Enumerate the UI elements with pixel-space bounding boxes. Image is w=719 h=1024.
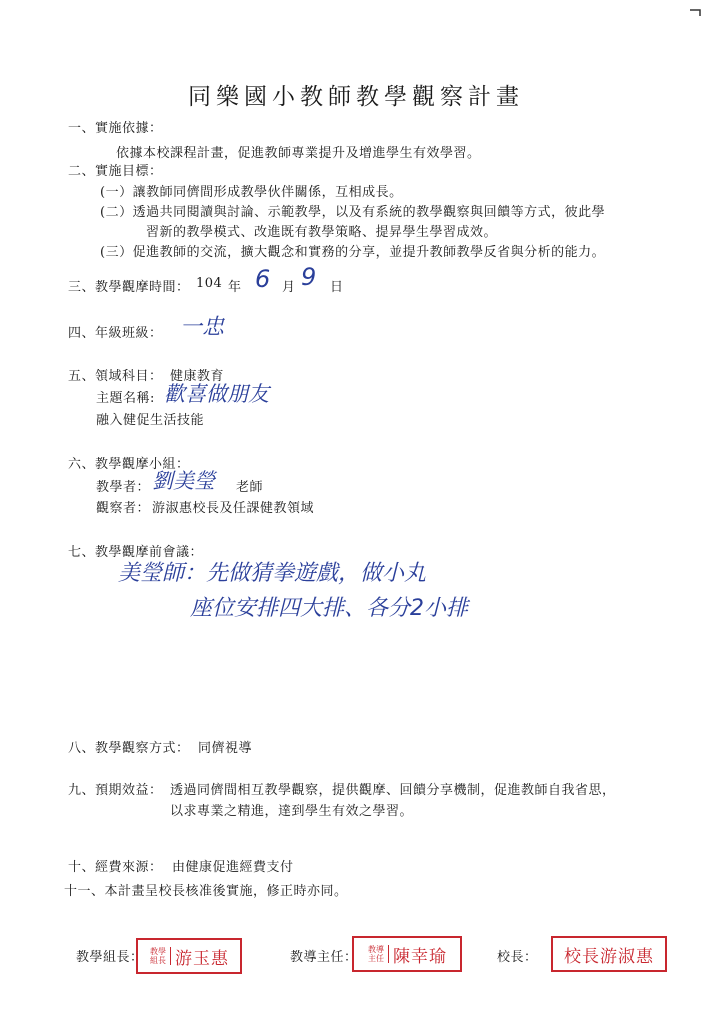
- meeting-note-1: 美瑩師：先做猜拳遊戲，做小丸: [118, 561, 427, 586]
- goal-item-2: (二）透過共同閱讀與討論、示範教學，以及有系統的教學觀察與回饋等方式，彼此學: [100, 205, 606, 220]
- benefit-line-1: 透過同儕間相互教學觀察，提供觀摩、回饋分享機制，促進教師自我省思，: [170, 783, 616, 798]
- benefit-line-2: 以求專業之精進，達到學生有效之學習。: [170, 804, 414, 819]
- funding-value: 由健康促進經費支付: [172, 860, 294, 875]
- document-title: 同樂國小教師教學觀察計畫: [188, 84, 524, 110]
- signature-label-section-chief: 教學組長：: [76, 950, 144, 965]
- meeting-note-2: 座位安排四大排、各分2小排: [190, 596, 468, 621]
- day-unit: 日: [330, 280, 344, 295]
- year-value: 104: [196, 276, 223, 291]
- section-7-label: 七、教學觀摩前會議：: [68, 545, 204, 560]
- stamp-director: 教導主任 陳幸瑜: [352, 936, 462, 972]
- teacher-handwritten: 劉美瑩: [152, 469, 215, 493]
- section-4-label: 四、年級班級：: [68, 326, 163, 341]
- observer-value: 游淑惠校長及任課健教領域: [152, 501, 315, 516]
- section-1-heading: 一、實施依據：: [68, 121, 163, 136]
- day-handwritten: 9: [301, 263, 317, 291]
- section-8-label: 八、教學觀察方式：: [68, 741, 190, 756]
- month-handwritten: 6: [255, 265, 271, 293]
- month-unit: 月: [282, 280, 296, 295]
- stamp-principal: 校長游淑惠: [551, 936, 667, 972]
- observer-label: 觀察者：: [96, 501, 151, 516]
- goal-item-2-cont: 習新的教學模式、改進既有教學策略、提昇學生學習成效。: [146, 225, 498, 240]
- section-11-text: 十一、本計畫呈校長核准後實施，修正時亦同。: [64, 884, 348, 899]
- topic-extra: 融入健促生活技能: [96, 413, 205, 428]
- method-value: 同儕視導: [198, 741, 253, 756]
- stamp-section-chief: 教學組長 游玉惠: [136, 938, 242, 974]
- signature-label-director: 教導主任：: [290, 950, 358, 965]
- section-1-body: 依據本校課程計畫，促進教師專業提升及增進學生有效學習。: [116, 146, 481, 161]
- section-3-label: 三、教學觀摩時間：: [68, 280, 190, 295]
- signature-label-principal: 校長：: [497, 950, 538, 965]
- goal-item-1: (一）讓教師同儕間形成教學伙伴關係，互相成長。: [100, 185, 403, 200]
- topic-handwritten: 歡喜做朋友: [164, 382, 269, 406]
- goal-item-3: (三）促進教師的交流，擴大觀念和實務的分享，並提升教師教學反省與分析的能力。: [100, 245, 606, 260]
- section-5-label: 五、領域科目：: [68, 369, 163, 384]
- section-9-label: 九、預期效益：: [68, 783, 163, 798]
- subject-value: 健康教育: [170, 369, 225, 384]
- section-6-label: 六、教學觀摩小組：: [68, 457, 190, 472]
- class-handwritten: 一忠: [180, 315, 225, 340]
- teacher-suffix: 老師: [236, 480, 264, 495]
- teacher-label: 教學者：: [96, 480, 151, 495]
- topic-label: 主題名稱:: [96, 391, 155, 406]
- year-unit: 年: [228, 280, 242, 295]
- section-2-heading: 二、實施目標：: [68, 164, 163, 179]
- corner-mark-icon: [688, 8, 702, 18]
- section-10-label: 十、經費來源：: [68, 860, 163, 875]
